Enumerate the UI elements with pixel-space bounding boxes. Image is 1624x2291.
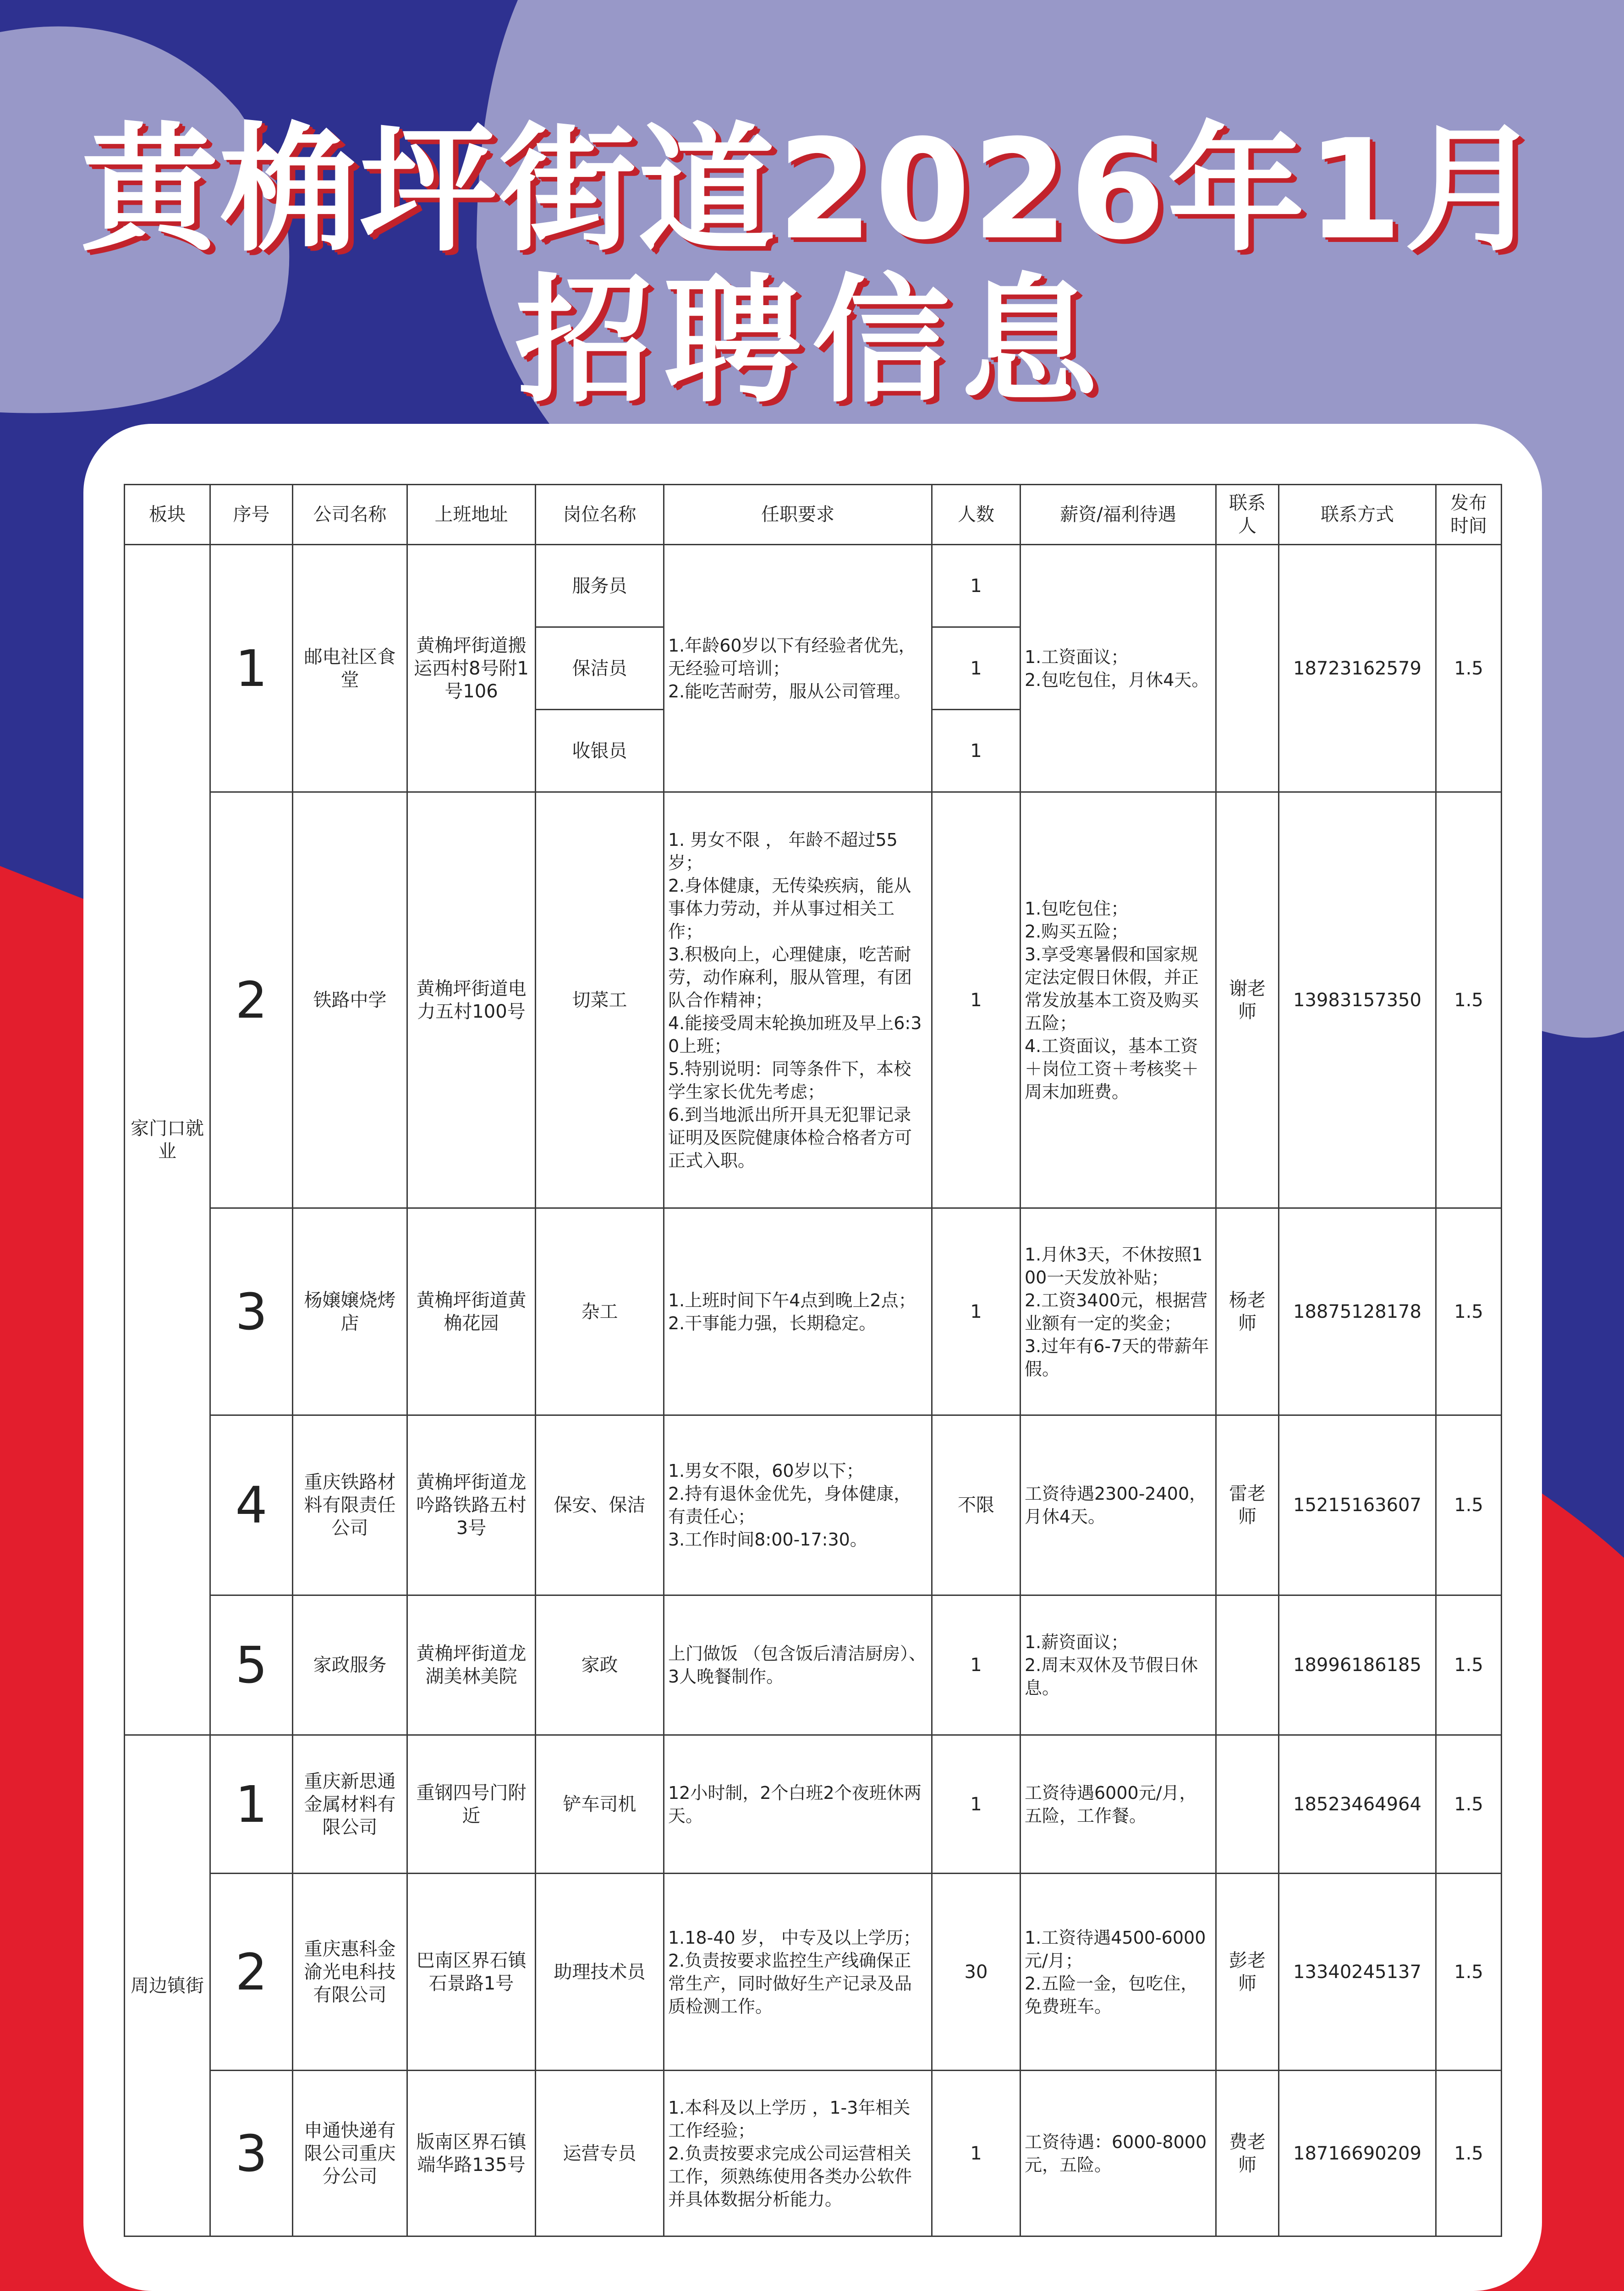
header-contact: 联系人 <box>1216 485 1279 545</box>
address-cell: 重钢四号门附近 <box>407 1735 536 1874</box>
phone-cell: 13983157350 <box>1279 792 1436 1208</box>
phone-cell: 13340245137 <box>1279 1874 1436 2071</box>
header-company: 公司名称 <box>293 485 407 545</box>
address-cell: 黄桷坪街道搬运西村8号附1号106 <box>407 545 536 792</box>
phone-cell: 18716690209 <box>1279 2071 1436 2236</box>
salary-cell: 工资待遇：6000-8000元，五险。 <box>1020 2071 1216 2236</box>
position-cell: 铲车司机 <box>536 1735 664 1874</box>
company-cell: 重庆铁路材料有限责任公司 <box>293 1415 407 1595</box>
position-cell: 家政 <box>536 1595 664 1735</box>
header-section: 板块 <box>125 485 210 545</box>
phone-cell: 18996186185 <box>1279 1595 1436 1735</box>
header-phone: 联系方式 <box>1279 485 1436 545</box>
pubtime-cell: 1.5 <box>1436 1735 1502 1874</box>
header-position: 岗位名称 <box>536 485 664 545</box>
seq-cell: 2 <box>210 792 293 1208</box>
pubtime-cell: 1.5 <box>1436 1874 1502 2071</box>
table-row <box>125 1874 1502 2071</box>
count-cell: 1 <box>932 1208 1020 1415</box>
seq-cell: 1 <box>210 1735 293 1874</box>
seq-cell: 3 <box>210 1208 293 1415</box>
pubtime-cell: 1.5 <box>1436 1595 1502 1735</box>
header-count: 人数 <box>932 485 1020 545</box>
table-row <box>125 1208 1502 1415</box>
table-row <box>125 2071 1502 2236</box>
requirements-cell: 1. 男女不限 ， 年龄不超过55岁； 2.身体健康，无传染疾病，能从事体力劳动，并从事过相关工作； 3.积极向上，心理健康，吃苦耐劳，动作麻利，服从管理，有团队合作精神； 4.能接受周末轮换加班及早上6:30上班； 5.特别说明：同等条件下，本校学生家长优先考虑； 6.到当地派出所开具无犯罪记录证明及医院健康体检合格者方可正式入职。 <box>664 792 932 1208</box>
position-cell: 保安、保洁 <box>536 1415 664 1595</box>
title-line-1: 黄桷坪街道2026年1月 <box>81 110 1543 270</box>
company-cell: 申通快递有限公司重庆分公司 <box>293 2071 407 2236</box>
seq-cell: 5 <box>210 1595 293 1735</box>
address-cell: 黄桷坪街道电力五村100号 <box>407 792 536 1208</box>
salary-cell: 工资待遇6000元/月，五险，工作餐。 <box>1020 1735 1216 1874</box>
count-cell: 1 <box>932 2071 1020 2236</box>
count-cell: 1 <box>932 1595 1020 1735</box>
company-cell: 铁路中学 <box>293 792 407 1208</box>
contact-cell <box>1216 1735 1279 1874</box>
count-cell: 1 <box>932 627 1020 710</box>
contact-cell: 雷老师 <box>1216 1415 1279 1595</box>
contact-cell: 费老师 <box>1216 2071 1279 2236</box>
count-cell: 30 <box>932 1874 1020 2071</box>
requirements-cell: 1.年龄60岁以下有经验者优先，无经验可培训； 2.能吃苦耐劳，服从公司管理。 <box>664 545 932 792</box>
header-address: 上班地址 <box>407 485 536 545</box>
position-cell: 保洁员 <box>536 627 664 710</box>
position-cell: 服务员 <box>536 545 664 627</box>
address-cell: 黄桷坪街道龙吟路铁路五村3号 <box>407 1415 536 1595</box>
count-cell: 1 <box>932 545 1020 627</box>
salary-cell: 1.月休3天，不休按照100一天发放补贴； 2.工资3400元，根据营业额有一定的奖金； 3.过年有6-7天的带薪年假。 <box>1020 1208 1216 1415</box>
address-cell: 黄桷坪街道黄桷花园 <box>407 1208 536 1415</box>
count-cell: 1 <box>932 1735 1020 1874</box>
contact-cell: 彭老师 <box>1216 1874 1279 2071</box>
requirements-cell: 1.上班时间下午4点到晚上2点； 2.干事能力强，长期稳定。 <box>664 1208 932 1415</box>
pubtime-cell: 1.5 <box>1436 792 1502 1208</box>
title-line-2: 招聘信息 <box>515 261 1109 421</box>
salary-cell: 1.薪资面议； 2.周末双休及节假日休息。 <box>1020 1595 1216 1735</box>
contact-cell <box>1216 545 1279 792</box>
contact-cell: 杨老师 <box>1216 1208 1279 1415</box>
phone-cell: 18723162579 <box>1279 545 1436 792</box>
section-label: 家门口就业 <box>125 545 210 1735</box>
address-cell: 黄桷坪街道龙湖美林美院 <box>407 1595 536 1735</box>
salary-cell: 工资待遇2300-2400，月休4天。 <box>1020 1415 1216 1595</box>
position-cell: 运营专员 <box>536 2071 664 2236</box>
salary-cell: 1.工资面议； 2.包吃包住，月休4天。 <box>1020 545 1216 792</box>
requirements-cell: 1.男女不限，60岁以下； 2.持有退休金优先，身体健康，有责任心； 3.工作时间8:00-17:30。 <box>664 1415 932 1595</box>
phone-cell: 18875128178 <box>1279 1208 1436 1415</box>
header-seq: 序号 <box>210 485 293 545</box>
phone-cell: 15215163607 <box>1279 1415 1436 1595</box>
address-cell: 版南区界石镇端华路135号 <box>407 2071 536 2236</box>
pubtime-cell: 1.5 <box>1436 2071 1502 2236</box>
position-cell: 杂工 <box>536 1208 664 1415</box>
salary-cell: 1.工资待遇4500-6000元/月； 2.五险一金，包吃住，免费班车。 <box>1020 1874 1216 2071</box>
count-cell: 1 <box>932 710 1020 792</box>
pubtime-cell: 1.5 <box>1436 1208 1502 1415</box>
seq-cell: 3 <box>210 2071 293 2236</box>
requirements-cell: 12小时制，2个白班2个夜班休两天。 <box>664 1735 932 1874</box>
job-table <box>124 484 1502 2237</box>
position-cell: 收银员 <box>536 710 664 792</box>
address-cell: 巴南区界石镇石景路1号 <box>407 1874 536 2071</box>
header-pubtime: 发布时间 <box>1436 485 1502 545</box>
company-cell: 家政服务 <box>293 1595 407 1735</box>
company-cell: 重庆新思通金属材料有限公司 <box>293 1735 407 1874</box>
seq-cell: 2 <box>210 1874 293 2071</box>
salary-cell: 1.包吃包住； 2.购买五险； 3.享受寒暑假和国家规定法定假日休假，并正常发放基本工资及购买五险； 4.工资面议，基本工资＋岗位工资＋考核奖＋周末加班费。 <box>1020 792 1216 1208</box>
header-requirements: 任职要求 <box>664 485 932 545</box>
company-cell: 杨嬢嬢烧烤店 <box>293 1208 407 1415</box>
pubtime-cell: 1.5 <box>1436 1415 1502 1595</box>
contact-cell: 谢老师 <box>1216 792 1279 1208</box>
requirements-cell: 上门做饭 （包含饭后清洁厨房）、3人晚餐制作。 <box>664 1595 932 1735</box>
position-cell: 助理技术员 <box>536 1874 664 2071</box>
count-cell: 1 <box>932 792 1020 1208</box>
poster-title <box>0 110 1624 421</box>
company-cell: 重庆惠科金渝光电科技有限公司 <box>293 1874 407 2071</box>
table-row <box>125 545 1502 627</box>
section-label: 周边镇街 <box>125 1735 210 2236</box>
position-cell: 切菜工 <box>536 792 664 1208</box>
phone-cell: 18523464964 <box>1279 1735 1436 1874</box>
table-row <box>125 1595 1502 1735</box>
table-row <box>125 1415 1502 1595</box>
table-row <box>125 792 1502 1208</box>
pubtime-cell: 1.5 <box>1436 545 1502 792</box>
requirements-cell: 1.18-40 岁， 中专及以上学历； 2.负责按要求监控生产线确保正常生产，同时做好生产记录及品质检测工作。 <box>664 1874 932 2071</box>
seq-cell: 4 <box>210 1415 293 1595</box>
table-header-row <box>125 485 1502 545</box>
seq-cell: 1 <box>210 545 293 792</box>
header-salary: 薪资/福利待遇 <box>1020 485 1216 545</box>
contact-cell <box>1216 1595 1279 1735</box>
table-row <box>125 1735 1502 1874</box>
company-cell: 邮电社区食堂 <box>293 545 407 792</box>
requirements-cell: 1.本科及以上学历 ，1-3年相关工作经验； 2.负责按要求完成公司运营相关工作，须熟练使用各类办公软件并具体数据分析能力。 <box>664 2071 932 2236</box>
count-cell: 不限 <box>932 1415 1020 1595</box>
